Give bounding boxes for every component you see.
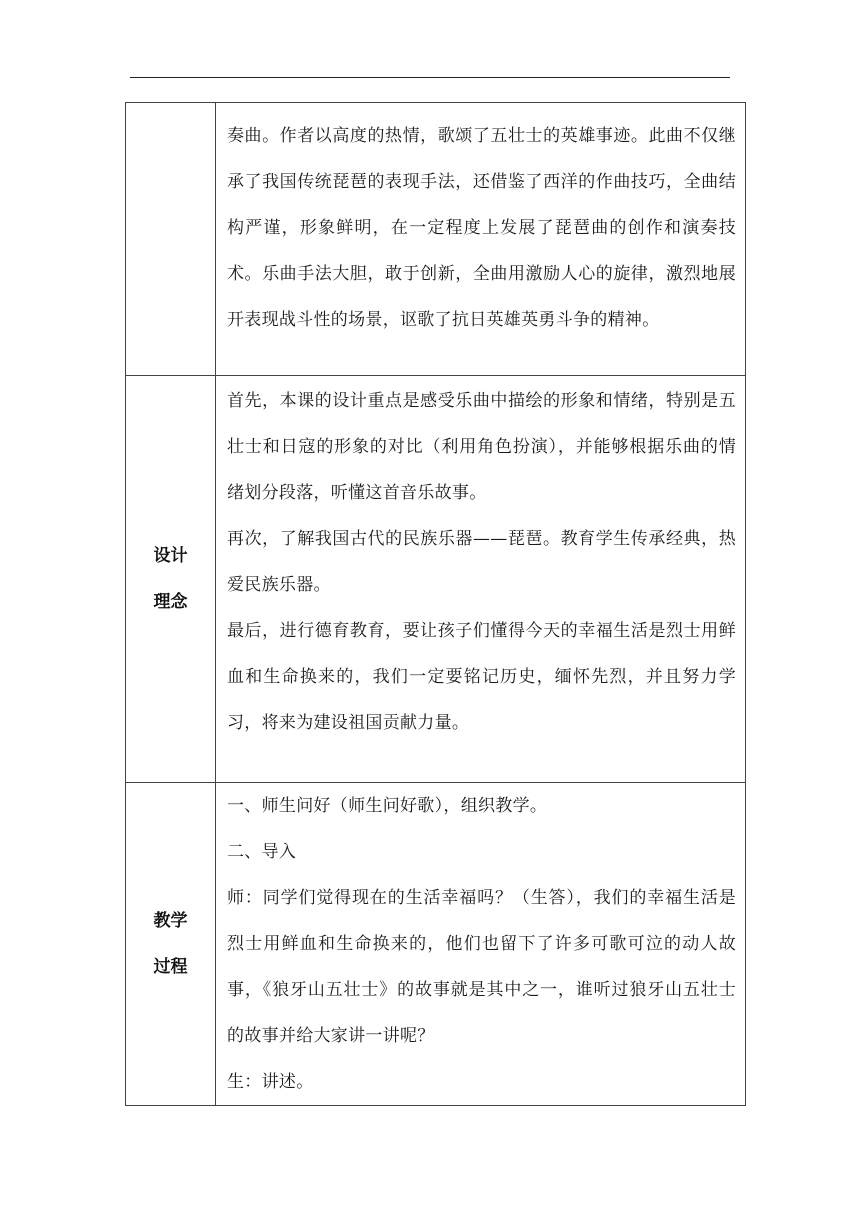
- content-paragraph: 再次，了解我国古代的民族乐器——琵琶。教育学生传承经典，热爱民族乐器。: [227, 529, 736, 595]
- row-content-cell: [216, 376, 746, 783]
- content-paragraph: 奏曲。作者以高度的热情，歌颂了五壮士的英雄事迹。此曲不仅继承了我国传统琵琶的表现手法，还借鉴了西洋的作曲技巧，全曲结构严谨，形象鲜明，在一定程度上发展了琵琶曲的创作和演奏技术。乐曲手法大胆，敢于创新，全曲用激励人心的旋律，激烈地展开表现战斗性的场景，讴歌了抗日英雄英勇斗争的精神。: [227, 126, 736, 330]
- content-paragraph: 最后，进行德育教育，要让孩子们懂得今天的幸福生活是烈士用鲜血和生命换来的，我们一定要铭记历史，缅怀先烈，并且努力学习，将来为建设祖国贡献力量。: [227, 621, 736, 733]
- row-label-line: 过程: [153, 957, 188, 977]
- content-paragraph: 生：讲述。: [227, 1072, 314, 1092]
- lesson-plan-table: [125, 102, 746, 1106]
- content-paragraph: 二、导入: [227, 842, 297, 862]
- header-rule: [130, 77, 730, 78]
- row-label-cell-empty: [126, 103, 216, 376]
- row-label-line: 理念: [153, 592, 188, 612]
- row-label-line: 设计: [153, 546, 188, 566]
- content-paragraph: 一、师生问好（师生问好歌），组织教学。: [227, 796, 548, 816]
- content-paragraph: 师：同学们觉得现在的生活幸福吗？（生答），我们的幸福生活是烈士用鲜血和生命换来的，他们也留下了许多可歌可泣的动人故事，《狼牙山五壮士》的故事就是其中之一，谁听过狼牙山五壮士的故事并给大家讲一讲呢？: [227, 888, 736, 1046]
- row-label-design-concept: [126, 376, 216, 783]
- table-row-continuation: [126, 103, 746, 376]
- row-label-teaching-process: [126, 783, 216, 1106]
- table-row-design-concept: [126, 376, 746, 783]
- row-content-cell: [216, 103, 746, 376]
- table-row-teaching-process: [126, 783, 746, 1106]
- row-content-cell: [216, 783, 746, 1106]
- row-label-line: 教学: [153, 911, 188, 931]
- content-paragraph: 首先，本课的设计重点是感受乐曲中描绘的形象和情绪，特别是五壮士和日寇的形象的对比（利用角色扮演），并能够根据乐曲的情绪划分段落，听懂这首音乐故事。: [227, 391, 736, 503]
